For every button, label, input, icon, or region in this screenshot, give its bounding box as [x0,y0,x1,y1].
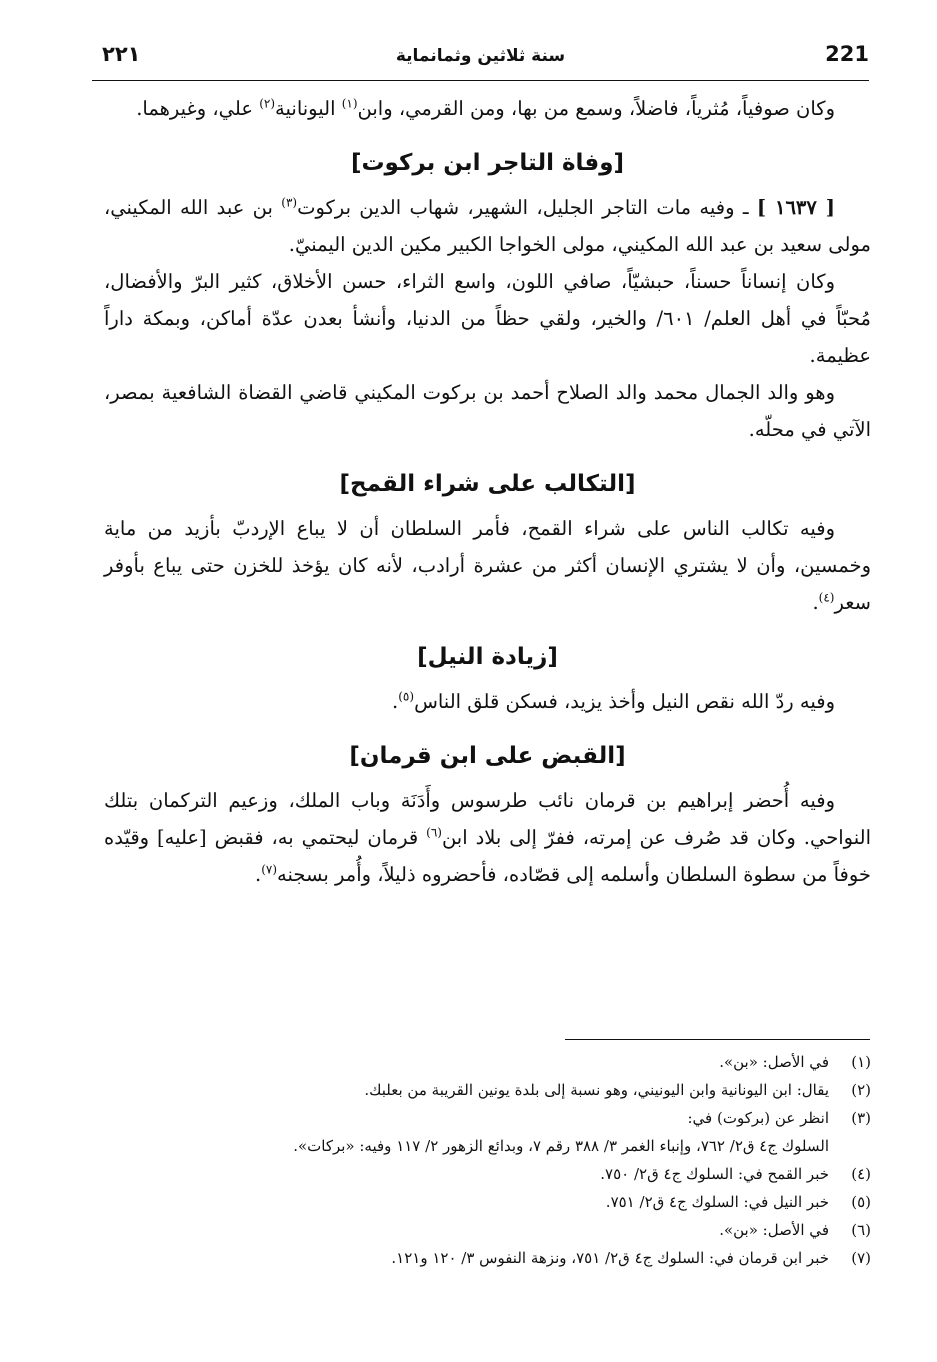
paragraph: وهو والد الجمال محمد والد الصلاح أحمد بن بركوت المكيني قاضي القضاة الشافعية بمصر، الآتي في محلّه. [104,381,871,441]
text-run: . [255,863,262,886]
paragraph [104,90,871,127]
footnote-text: انظر عن (بركوت) في: [687,1109,829,1127]
footnote-text: في الأصل: «بن». [719,1221,829,1239]
footnote [150,1104,871,1132]
section-heading: [التكالب على شراء القمح] [339,471,636,497]
footnote-number [829,1132,871,1160]
text-run: . [392,690,399,713]
footnote-number: (١) [851,1053,871,1071]
page-number-latin: 221 [825,42,869,66]
footnote-ref[interactable]: (٥) [398,689,415,704]
running-title: سنة ثلاثين وثمانماية [395,46,566,66]
footnote-number: (٣) [851,1109,871,1127]
footnote-number: (٧) [851,1249,871,1267]
text-run: . [812,591,819,614]
main-text [104,90,871,893]
footnote-ref[interactable]: (٧) [261,862,278,877]
footnote [150,1160,871,1188]
entry-number: [ ١٦٣٧ ] [756,196,836,219]
text-run: وفيه تكالب الناس على شراء القمح، فأمر السلطان أن لا يباع الإردبّ بأزيد من ماية وخمسين، وأن لا يشتري الإنسان أكثر من عشرة أرادب، لأنه كان يؤخذ للخزن حتى يباع بأوفر سعر [104,517,871,614]
footnote-text: خبر النيل في: السلوك ج٤ ق٢/ ٧٥١. [605,1193,829,1211]
paragraph [104,510,871,621]
footnote [150,1048,871,1076]
text-run: بن عبد الله المكيني، مولى سعيد بن عبد الله المكيني، مولى الخواجا الكبير مكين الدين اليمنيّ. [104,196,871,256]
footnote-ref[interactable]: (٣) [281,195,298,210]
footnotes [150,1048,871,1272]
footnote-text: في الأصل: «بن». [719,1053,829,1071]
text-run: قرمان ليحتمي به، فقبض [عليه] وقيّده خوفاً من سطوة السلطان وأسلمه إلى قصّاده، فأحضروه ذليلاً، وأُمر بسجنه [104,826,871,886]
page-header [92,40,869,81]
footnote-text: خبر ابن قرمان في: السلوك ج٤ ق٢/ ٧٥١، ونزهة النفوس ٣/ ١٢٠ و١٢١. [391,1249,829,1267]
footnote-text: يقال: ابن اليونانية وابن اليونيني، وهو نسبة إلى بلدة يونين القريبة من بعلبك. [364,1081,829,1099]
paragraph [104,782,871,893]
text-run: وكان صوفياً، مُثرياً، فاضلاً، وسمع من بها، ومن القرمي، وابن [357,97,835,120]
footnote-ref[interactable]: (٤) [818,590,835,605]
footnote [150,1244,871,1272]
footnote-ref[interactable]: (٦) [426,825,442,840]
page-number-arabic: ٢٢١ [102,42,141,66]
paragraph: وكان إنساناً حسناً، حبشيّاً، صافي اللون، واسع الثراء، حسن الأخلاق، كثير البرّ والأفضال، مُحبّاً في أهل العلم/ ٦٠١/ والخير، ولقي حظاً من الدنيا، وأنشأ بعدن عدّة أماكن، وبمكة داراً عظيمة. [104,270,872,367]
footnote-text: خبر القمح في: السلوك ج٤ ق٢/ ٧٥٠. [600,1165,829,1183]
footnote [150,1132,871,1160]
paragraph [104,683,871,720]
section-heading: [وفاة التاجر ابن بركوت] [350,150,625,176]
footnote [150,1076,871,1104]
text-run: ـ وفيه مات التاجر الجليل، الشهير، شهاب الدين بركوت [297,196,757,219]
section-heading: [زيادة النيل] [417,644,558,670]
text-run: اليونانية [275,97,342,120]
footnote-number: (٥) [851,1193,871,1211]
footnote-number: (٦) [851,1221,871,1239]
footnote-ref[interactable]: (١) [341,96,358,111]
footnote-number: (٢) [851,1081,871,1099]
section-heading: [القبض على ابن قرمان] [349,743,626,769]
footnote-divider [565,1039,870,1040]
footnote-number: (٤) [851,1165,871,1183]
text-run: وفيه ردّ الله نقص النيل وأخذ يزيد، فسكن قلق الناس [414,690,835,713]
footnote-text: السلوك ج٤ ق٢/ ٧٦٢، وإنباء الغمر ٣/ ٣٨٨ رقم ٧، وبدائع الزهور ٢/ ١١٧ وفيه: «بركات». [293,1137,829,1155]
footnote-ref[interactable]: (٢) [259,96,276,111]
footnote [150,1188,871,1216]
paragraph [104,189,871,263]
text-run: وفيه أُحضر إبراهيم بن قرمان نائب طرسوس وأَدَنَة وباب الملك، وزعيم التركمان بتلك النواحي. وكان قد صُرف عن إمرته، ففرّ إلى بلاد ابن [104,789,871,849]
footnote [150,1216,871,1244]
text-run: علي، وغيرهما. [136,97,260,120]
